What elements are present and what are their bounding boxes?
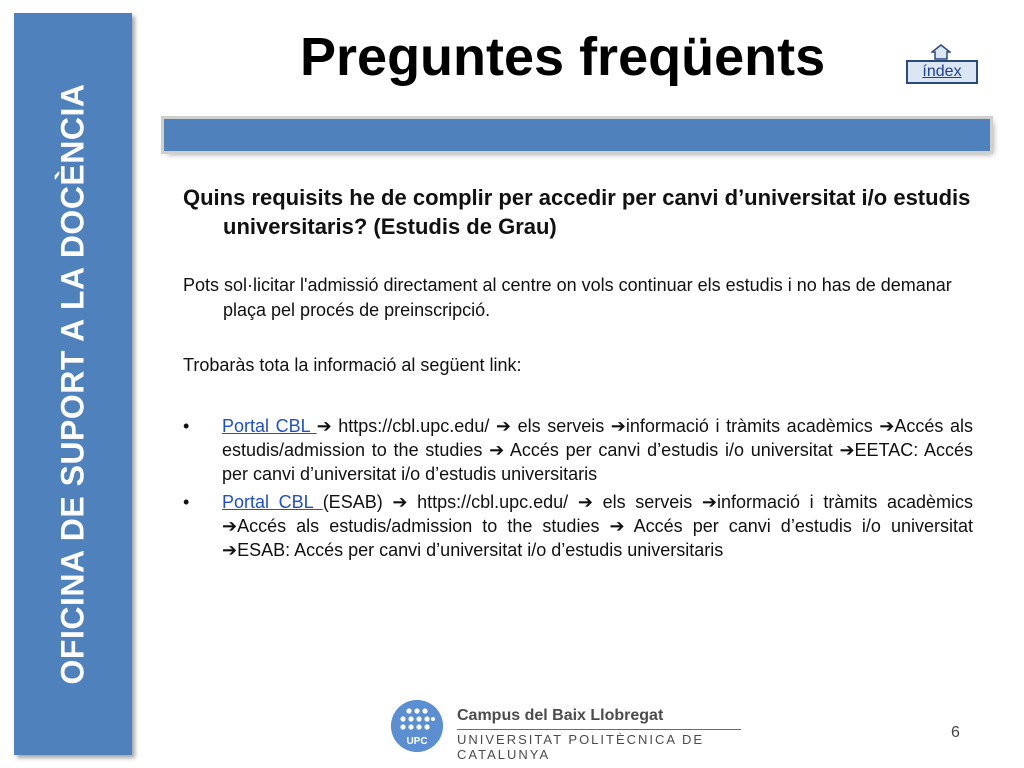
list-item-text: ➔ https://cbl.upc.edu/ ➔ els serveis ➔informació i tràmits acadèmics ➔Accés als estudis/admission to the studies ➔ Accés per canvi d’estudis i/o universitat ➔EETAC: Accés per canvi d’universitat i/o d’estudis universitaris [222,416,974,484]
slide-content [183,183,973,566]
link-list [183,414,973,562]
university-name: UNIVERSITAT POLITÈCNICA DE CATALUNYA [457,729,741,762]
institution-name [457,707,741,762]
bullet-dot: • [183,416,190,436]
logo-text: UPC [406,736,428,747]
campus-name: Campus del Baix Llobregat [457,707,664,724]
page-number: 6 [951,724,960,741]
index-button[interactable]: índex [906,60,978,84]
faq-question: Quins requisits he de complir per accedir per canvi d’universitat i/o estudis universitaris? (Estudis de Grau) [183,185,971,239]
header-bar [164,119,990,151]
list-item [183,490,973,562]
link-intro: Trobaràs tota la informació al següent link: [183,355,522,375]
list-item-text: (ESAB) ➔ https://cbl.upc.edu/ ➔ els serveis ➔informació i tràmits acadèmics ➔Accés als estudis/admission to the studies ➔ Accés per canvi d’estudis i/o universitat ➔ESAB: Accés per canvi d’universitat i/o d’estudis universitaris [222,492,974,560]
list-item [183,414,973,486]
bullet-dot: • [183,492,190,512]
portal-cbl-link[interactable]: Portal CBL [222,416,317,436]
sidebar-label: OFICINA DE SUPORT A LA DOCÈNCIA [54,83,91,685]
sidebar-banner [14,13,132,755]
page-title: Preguntes freqüents [300,27,826,87]
portal-cbl-esab-link[interactable]: Portal CBL [222,492,323,512]
upc-logo [391,700,443,752]
home-icon[interactable] [931,44,951,60]
answer-paragraph: Pots sol·licitar l'admissió directament al centre on vols continuar els estudis i no has de demanar plaça pel procés de preinscripció. [183,275,952,320]
